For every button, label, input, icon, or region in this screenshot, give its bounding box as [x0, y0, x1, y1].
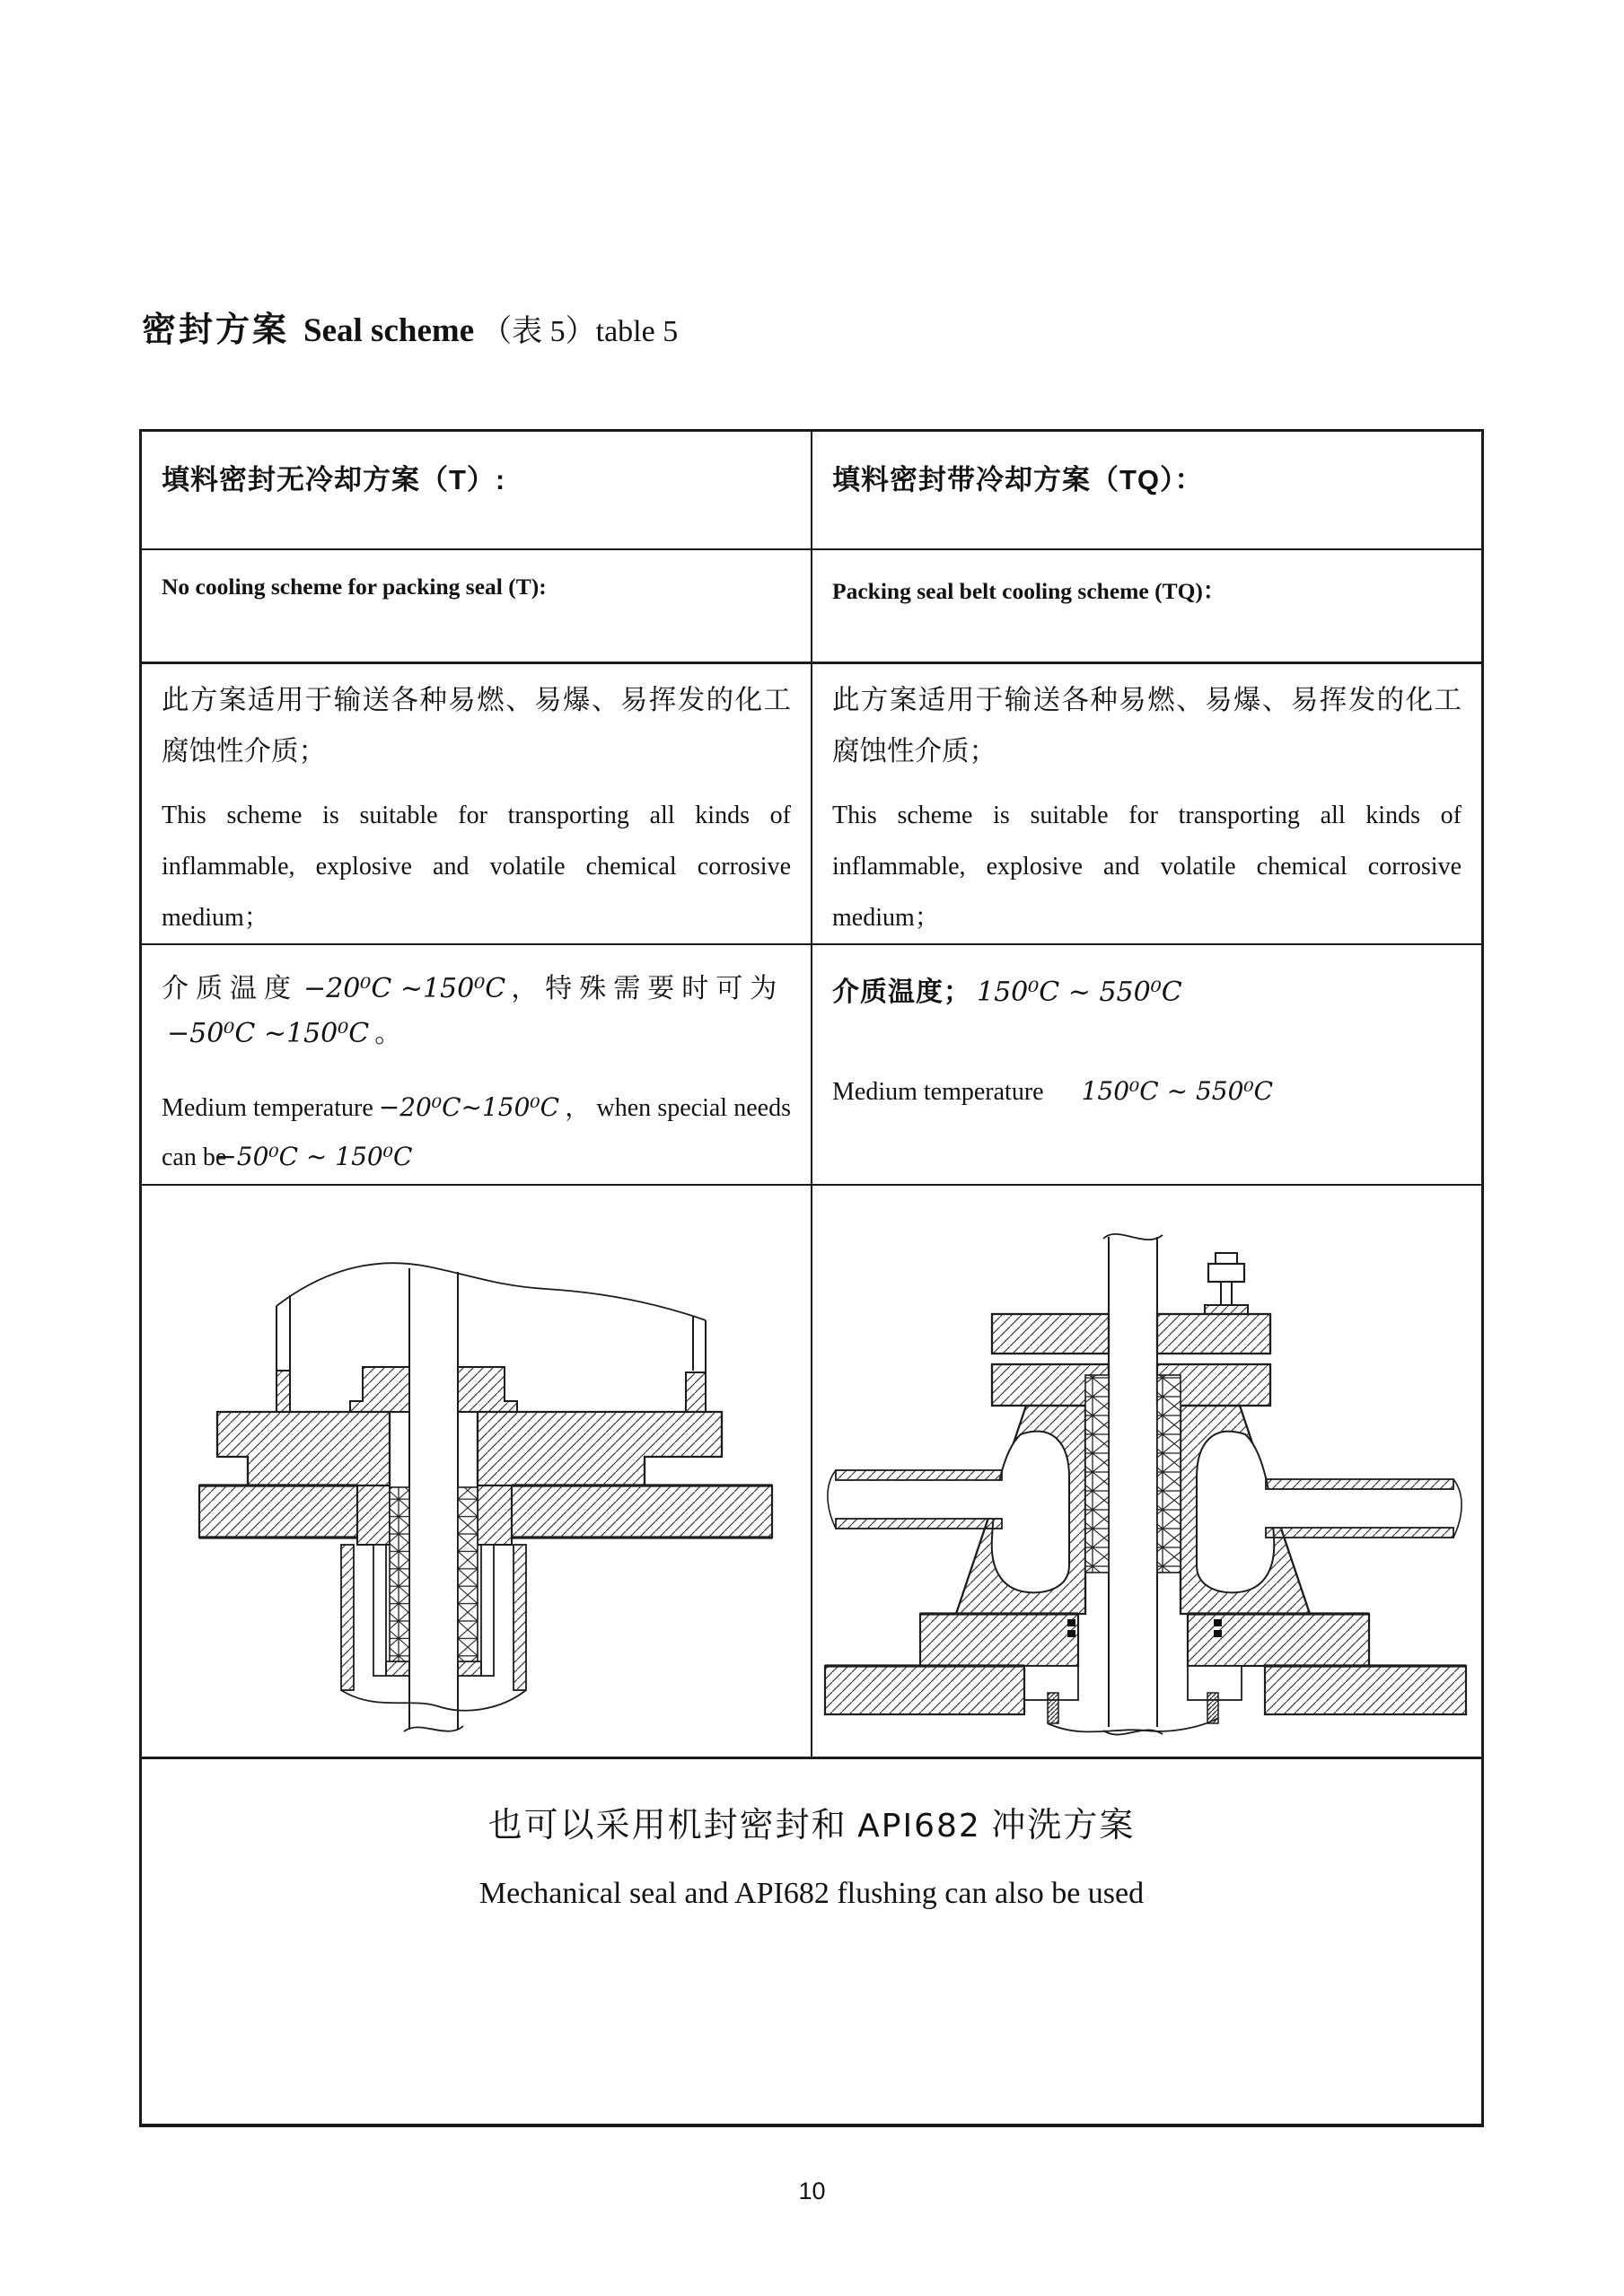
- temp-formula: −20⁰C ~150⁰C: [303, 973, 506, 1004]
- temperature-cell-tq: [812, 944, 1483, 1185]
- diagram-row: [141, 1185, 1483, 1758]
- description-en: This scheme is suitable for transporting all kinds of inflammable, explosive and volatile chemical corrosive medium；: [162, 802, 791, 932]
- header-row-en: [141, 549, 1483, 663]
- temp-formula: −20⁰C~150⁰C: [378, 1092, 560, 1122]
- temp-formula: −50⁰C ~ 150⁰C: [215, 1142, 413, 1171]
- temp-cn-label: 介质温度；: [832, 977, 971, 1007]
- temperature-en-line: [162, 1083, 791, 1182]
- temperature-cn-line: [162, 967, 791, 1056]
- page-number: 10: [798, 2178, 826, 2204]
- temp-en-label: Medium temperature: [832, 1078, 1044, 1106]
- description-cell-t: [141, 663, 812, 945]
- diagram-cell-tq: [812, 1185, 1483, 1758]
- diagram-t-linework: [199, 1263, 772, 1731]
- footer-cell: [141, 1758, 1483, 2126]
- footer-api-code: API682: [857, 1808, 981, 1845]
- footer-note-en: Mechanical seal and API682 flushing can also be used: [478, 1877, 1145, 1910]
- temp-cn-mid: ，特殊需要时可为: [511, 974, 785, 1003]
- header-cell-t-cn: 填料密封无冷却方案（T）:: [141, 431, 812, 550]
- description-en: This scheme is suitable for transporting all kinds of inflammable, explosive and volatile chemical corrosive medium；: [832, 802, 1462, 932]
- page-title: [142, 302, 678, 351]
- seal-diagram-tq: [812, 1186, 1478, 1753]
- header-cell-t-en: No cooling scheme for packing seal (T):: [141, 549, 812, 663]
- footer-note-cn: [162, 1797, 1462, 1846]
- description-cn: 此方案适用于输送各种易燃、易爆、易挥发的化工腐蚀性介质；: [162, 685, 791, 767]
- header-cell-tq-en: Packing seal belt cooling scheme (TQ)：: [812, 549, 1483, 663]
- temp-formula: −50⁰C ~150⁰C: [167, 1018, 370, 1049]
- header-row-cn: [141, 431, 1483, 550]
- footer-row: [141, 1758, 1483, 2126]
- title-english: Seal scheme: [303, 312, 475, 349]
- temp-cn-period: 。: [374, 1019, 402, 1048]
- description-cell-tq: [812, 663, 1483, 945]
- title-chinese: 密封方案: [142, 311, 290, 349]
- description-cn: 此方案适用于输送各种易燃、易爆、易挥发的化工腐蚀性介质；: [832, 685, 1462, 767]
- temperature-cell-t: [141, 944, 812, 1185]
- footer-cn-part1: 也可以采用机封密封和: [487, 1807, 858, 1845]
- temp-formula: 150⁰C ~ 550⁰C: [1081, 1076, 1274, 1106]
- temperature-row: [141, 944, 1483, 1185]
- title-table-ref: （表 5）table 5: [481, 315, 679, 348]
- seal-diagram-t: [142, 1186, 807, 1753]
- diagram-tq-linework: [825, 1234, 1466, 1735]
- temperature-en-line: [832, 1067, 1462, 1117]
- header-cell-tq-cn: 填料密封带冷却方案（TQ）：: [812, 431, 1483, 550]
- seal-scheme-table: [139, 429, 1484, 2127]
- diagram-cell-t: [141, 1185, 812, 1758]
- temp-en-mid: ， when special needs can be: [162, 1094, 791, 1171]
- temp-en-prefix: Medium temperature: [162, 1094, 373, 1122]
- description-row: [141, 663, 1483, 945]
- footer-cn-part2: 冲洗方案: [980, 1807, 1136, 1845]
- temp-cn-prefix: 介质温度: [162, 974, 298, 1003]
- temp-formula: 150⁰C ~ 550⁰C: [977, 977, 1182, 1008]
- temperature-cn-line: [832, 970, 1462, 1015]
